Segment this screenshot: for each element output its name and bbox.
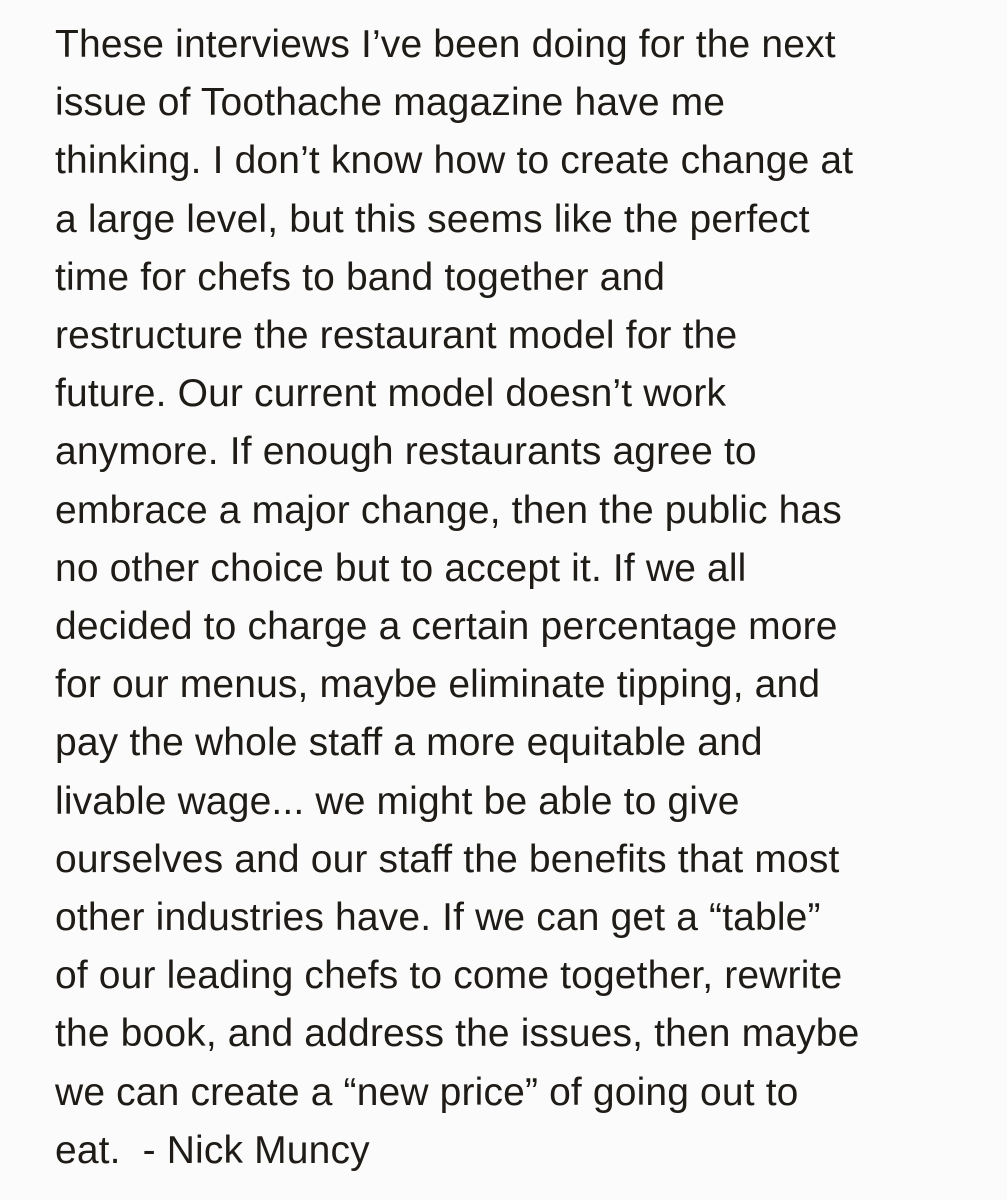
- quote-line-2: issue of Toothache magazine have me: [55, 81, 726, 125]
- quote-line-13: pay the whole staff a more equitable and: [55, 721, 763, 765]
- quote-line-4: a large level, but this seems like the perfect: [55, 197, 810, 241]
- quote-line-9: embrace a major change, then the public has: [55, 488, 842, 532]
- quote-line-3: thinking. I don’t know how to create change at: [55, 139, 854, 183]
- quote-line-7: future. Our current model doesn’t work: [55, 372, 727, 416]
- quote-line-11: decided to charge a certain percentage more: [55, 605, 838, 649]
- quote-line-8: anymore. If enough restaurants agree to: [55, 430, 757, 474]
- quote-line-18: the book, and address the issues, then maybe: [55, 1012, 860, 1056]
- quote-line-15: ourselves and our staff the benefits that most: [55, 837, 840, 881]
- quote-line-16: other industries have. If we can get a “table”: [55, 896, 821, 940]
- quote-line-20: eat. - Nick Muncy: [55, 1128, 370, 1172]
- quote-line-19: we can create a “new price” of going out to: [55, 1070, 799, 1114]
- quote-line-6: restructure the restaurant model for the: [55, 314, 738, 358]
- quote-line-12: for our menus, maybe eliminate tipping, and: [55, 663, 821, 707]
- quote-line-10: no other choice but to accept it. If we all: [55, 546, 747, 590]
- quote-line-14: livable wage... we might be able to give: [55, 779, 740, 823]
- quote-line-5: time for chefs to band together and: [55, 255, 666, 299]
- quote-line-17: of our leading chefs to come together, rewrite: [55, 954, 843, 998]
- quote-line-1: These interviews I’ve been doing for the next: [55, 23, 836, 66]
- quote-text: [55, 16, 995, 1180]
